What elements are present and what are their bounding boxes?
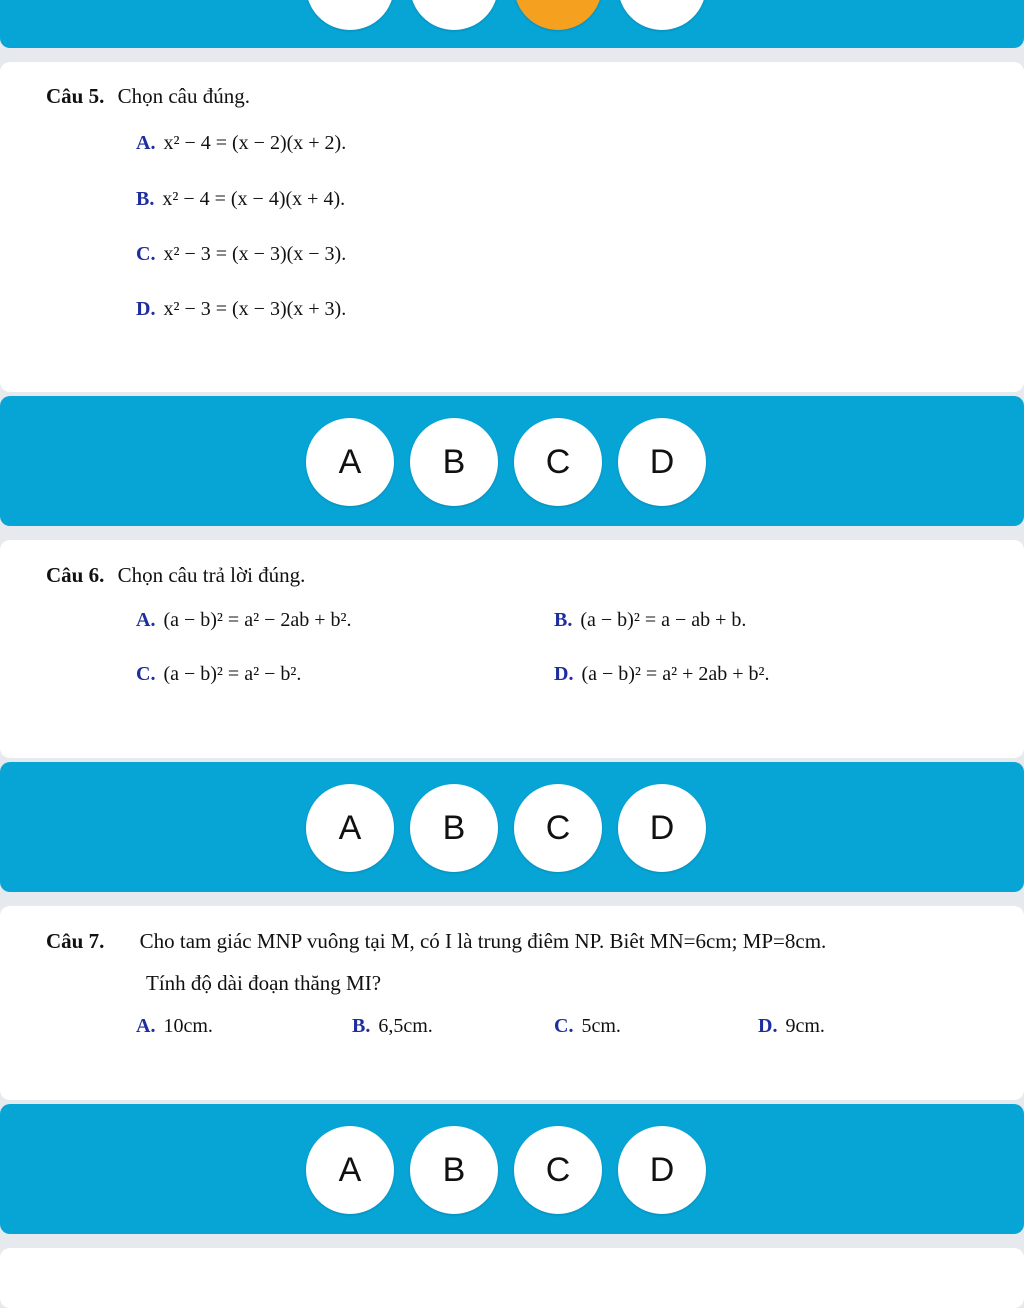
option-value: 9cm. — [785, 1015, 825, 1037]
top-choice-row — [306, 0, 706, 30]
q6-option-d — [554, 663, 770, 686]
question-text: Cho tam giác MNP vuông tại M, có I là trung điêm NP. Biêt MN=6cm; MP=8cm. — [139, 929, 827, 953]
option-math: x² − 4 = (x − 2)(x + 2). — [163, 132, 347, 154]
option-value: 6,5cm. — [378, 1015, 433, 1037]
q6-choice-a[interactable]: A — [306, 784, 394, 872]
question-7-title — [46, 929, 826, 954]
option-label: B. — [352, 1015, 371, 1037]
option-label: A. — [136, 132, 156, 154]
option-math: x² − 4 = (x − 4)(x + 4). — [162, 188, 346, 210]
q5-choice-b[interactable]: B — [410, 418, 498, 506]
question-7-line2 — [146, 971, 381, 996]
option-label: B. — [136, 188, 155, 210]
question-text-2: Tính độ dài đoạn thăng MI? — [146, 971, 382, 995]
q7-choice-d[interactable]: D — [618, 1126, 706, 1214]
option-label: A. — [136, 609, 156, 631]
q6-choice-c[interactable]: C — [514, 784, 602, 872]
option-math: (a − b)² = a² − b². — [163, 663, 302, 685]
q5-option-b — [136, 188, 345, 211]
q7-choice-b[interactable]: B — [410, 1126, 498, 1214]
q6-choice-d[interactable]: D — [618, 784, 706, 872]
q7-option-a — [136, 1015, 213, 1038]
q7-option-c — [554, 1015, 621, 1038]
option-math: (a − b)² = a² + 2ab + b². — [581, 663, 770, 685]
option-label: B. — [554, 609, 573, 631]
option-label: C. — [554, 1015, 574, 1037]
option-label: D. — [136, 298, 156, 320]
option-math: (a − b)² = a − ab + b. — [580, 609, 747, 631]
option-math: (a − b)² = a² − 2ab + b². — [163, 609, 352, 631]
q7-option-d — [758, 1015, 825, 1038]
question-5-title — [46, 84, 250, 109]
q5-choice-d[interactable]: D — [618, 418, 706, 506]
q5-option-c — [136, 243, 346, 266]
option-label: C. — [136, 663, 156, 685]
question-number: Câu 7. — [46, 929, 105, 953]
q7-choice-row — [306, 1126, 706, 1214]
q6-choice-row — [306, 784, 706, 872]
q5-option-d — [136, 298, 346, 321]
q7-option-b — [352, 1015, 433, 1038]
top-choice-d[interactable] — [618, 0, 706, 30]
option-label: D. — [554, 663, 574, 685]
question-number: Câu 5. — [46, 84, 105, 108]
option-math: x² − 3 = (x − 3)(x − 3). — [163, 243, 347, 265]
q7-choice-a[interactable]: A — [306, 1126, 394, 1214]
top-choice-c-selected[interactable] — [514, 0, 602, 30]
q5-choice-c[interactable]: C — [514, 418, 602, 506]
next-question-card — [0, 1248, 1024, 1308]
option-label: D. — [758, 1015, 778, 1037]
question-6-title — [46, 563, 305, 588]
q6-option-a — [136, 609, 352, 632]
top-choice-b[interactable] — [410, 0, 498, 30]
option-value: 5cm. — [581, 1015, 621, 1037]
option-label: A. — [136, 1015, 156, 1037]
q6-option-c — [136, 663, 301, 686]
option-label: C. — [136, 243, 156, 265]
q5-choice-row — [306, 418, 706, 506]
question-5-card — [0, 62, 1024, 392]
q5-option-a — [136, 132, 346, 155]
question-number: Câu 6. — [46, 563, 105, 587]
question-text: Chọn câu trả lời đúng. — [117, 563, 306, 587]
q6-option-b — [554, 609, 746, 632]
question-text: Chọn câu đúng. — [117, 84, 251, 108]
option-value: 10cm. — [163, 1015, 213, 1037]
q5-choice-a[interactable]: A — [306, 418, 394, 506]
q6-choice-b[interactable]: B — [410, 784, 498, 872]
q7-choice-c[interactable]: C — [514, 1126, 602, 1214]
option-math: x² − 3 = (x − 3)(x + 3). — [163, 298, 347, 320]
top-choice-a[interactable] — [306, 0, 394, 30]
